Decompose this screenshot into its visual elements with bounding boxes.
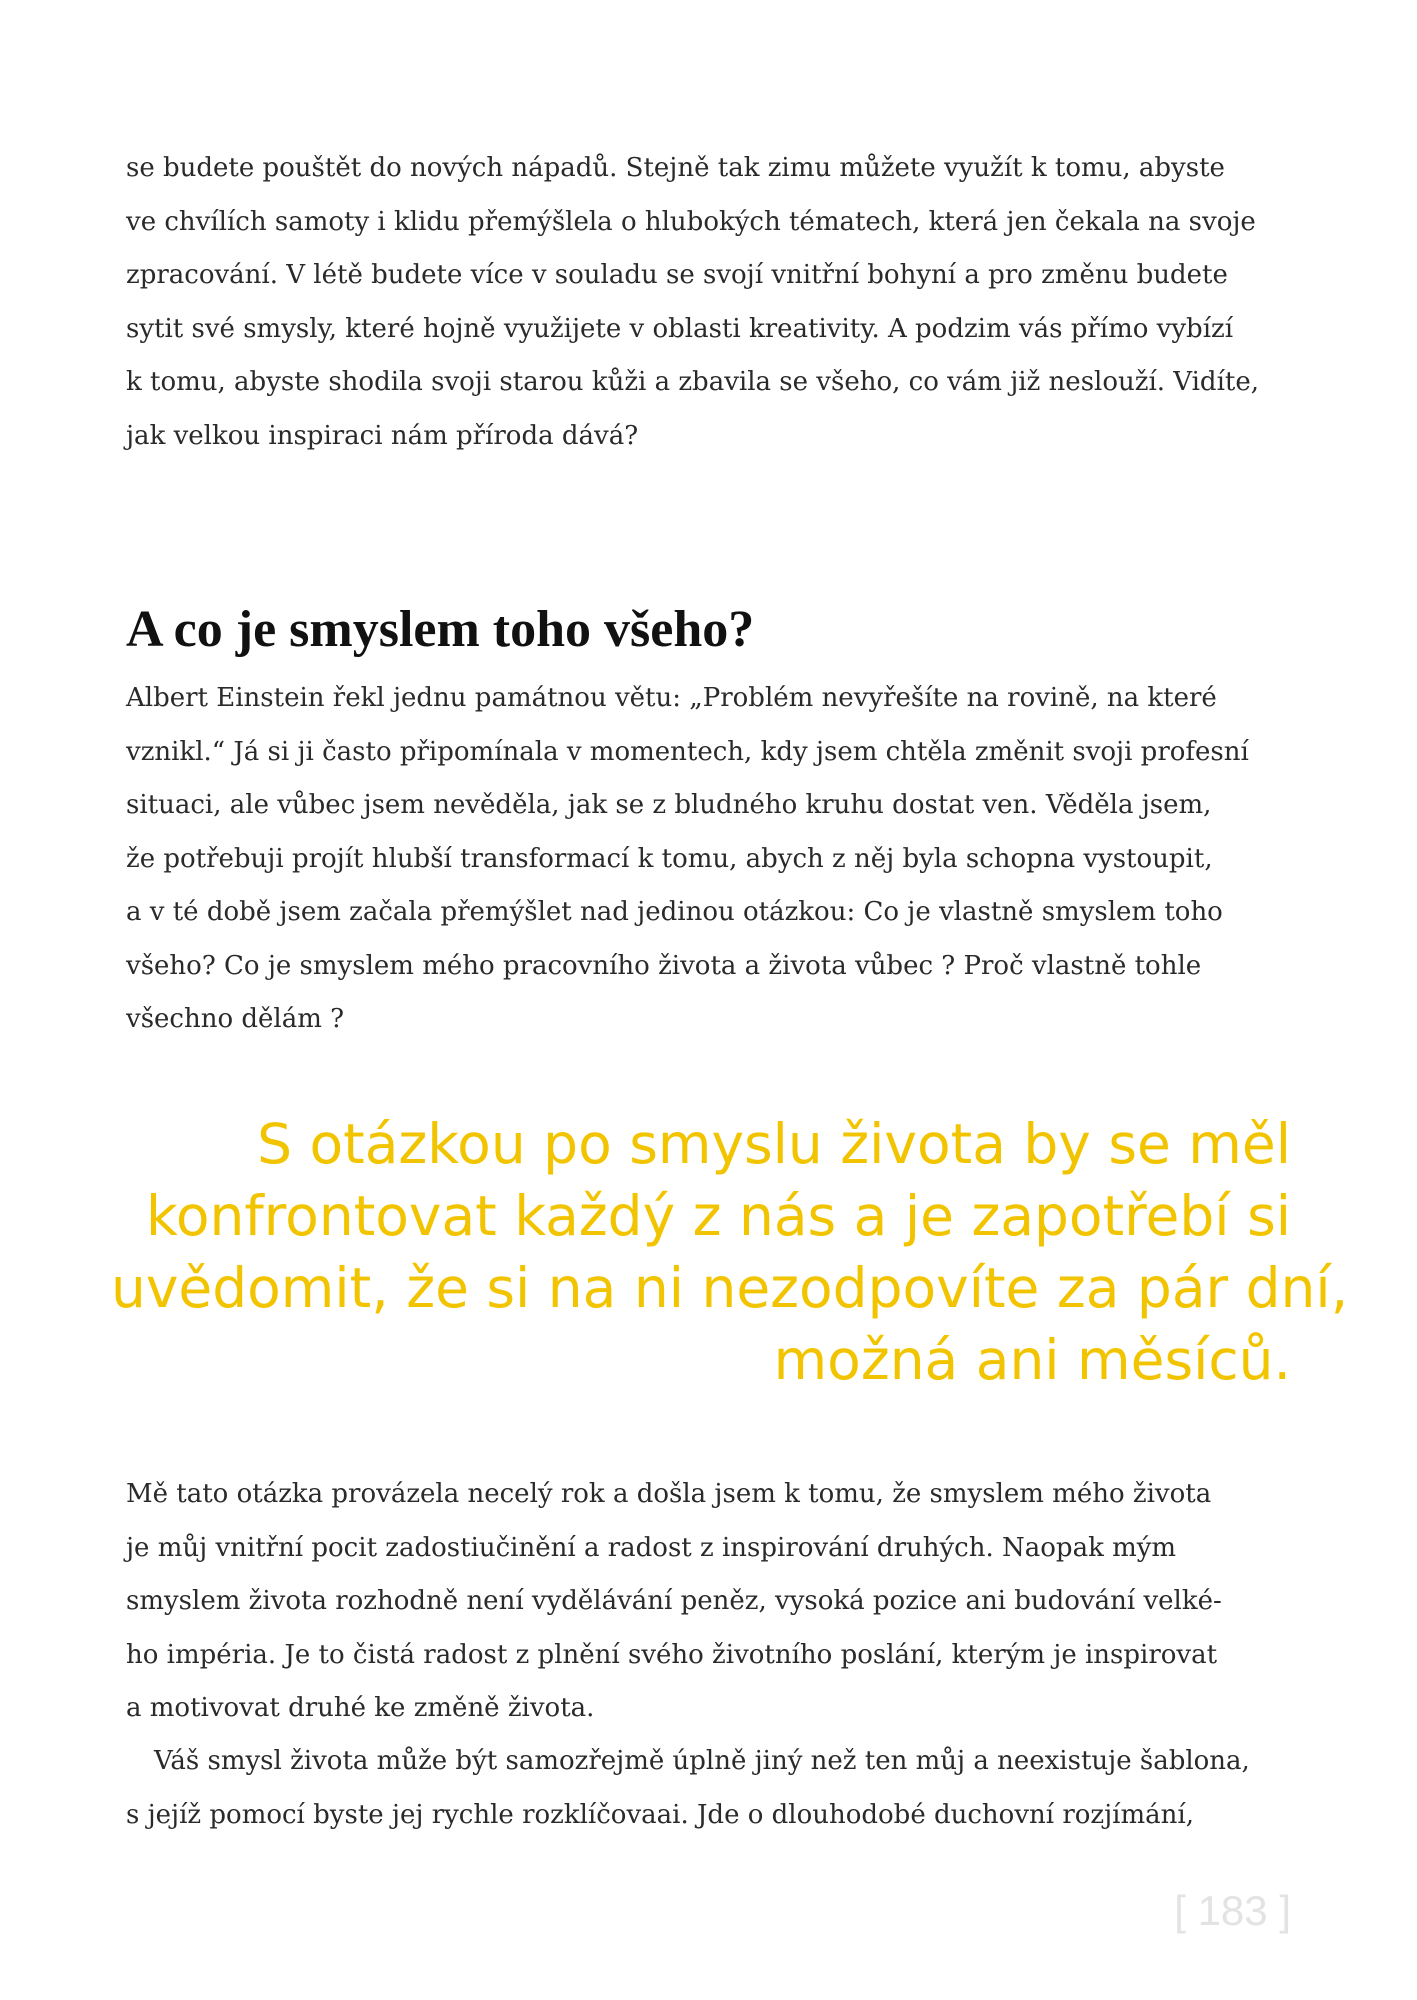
pull-quote-line: konfrontovat každý z nás a je zapotřebí si bbox=[146, 1184, 1291, 1248]
text-line: k tomu, abyste shodila svoji starou kůži a zbavila se všeho, co vám již neslouží. Vidíte, bbox=[126, 367, 1259, 397]
text-line: vznikl.“ Já si ji často připomínala v momentech, kdy jsem chtěla změnit svoji profesní bbox=[126, 736, 1249, 767]
text-line: ve chvílích samoty i klidu přemýšlela o hlubokých tématech, která jen čekala na svoje bbox=[126, 206, 1256, 237]
text-line: Mě tato otázka provázela necelý rok a došla jsem k tomu, že smyslem mého života bbox=[126, 1479, 1212, 1509]
closing-paragraph-2 bbox=[126, 1735, 1290, 1842]
text-line: se budete pouštět do nových nápadů. Stejně tak zimu můžete využít k tomu, abyste bbox=[126, 153, 1225, 183]
text-line: s jejíž pomocí byste jej rychle rozklíčovaai. Jde o dlouhodobé duchovní rozjímání, bbox=[126, 1799, 1194, 1830]
pull-quote bbox=[111, 1108, 1349, 1396]
text-line: sytit své smysly, které hojně využijete v oblasti kreativity. A podzim vás přímo vybízí bbox=[126, 313, 1234, 344]
text-line: situaci, ale vůbec jsem nevěděla, jak se z bludného kruhu dostat ven. Věděla jsem, bbox=[126, 790, 1212, 820]
section-heading: A co je smyslem toho všeho? bbox=[126, 601, 755, 658]
text-line: Albert Einstein řekl jednu památnou větu: „Problém nevyřešíte na rovině, na které bbox=[126, 683, 1217, 713]
text-line: smyslem života rozhodně není vydělávání peněz, vysoká pozice ani budování velké- bbox=[126, 1586, 1222, 1616]
text-line: ho impéria. Je to čistá radost z plnění svého životního poslání, kterým je inspirovat bbox=[126, 1639, 1218, 1670]
section-paragraph bbox=[126, 672, 1290, 1047]
text-line: jak velkou inspiraci nám příroda dává? bbox=[126, 420, 639, 451]
pull-quote-line: S otázkou po smyslu života by se měl bbox=[257, 1112, 1291, 1176]
text-line: Váš smysl života může být samozřejmě úplně jiný než ten můj a neexistuje šablona, bbox=[154, 1746, 1250, 1776]
intro-paragraph bbox=[126, 142, 1290, 463]
pull-quote-line: uvědomit, že si na ni nezodpovíte za pár dní, bbox=[111, 1256, 1349, 1320]
text-line: všechno dělám ? bbox=[126, 1004, 345, 1034]
text-line: je můj vnitřní pocit zadostiučinění a radost z inspirování druhých. Naopak mým bbox=[126, 1532, 1177, 1563]
text-line: všeho? Co je smyslem mého pracovního života a života vůbec ? Proč vlastně tohle bbox=[126, 950, 1202, 981]
pull-quote-line: možná ani měsíců. bbox=[773, 1328, 1291, 1392]
page-number: [ 183 ] bbox=[1174, 1887, 1291, 1934]
closing-paragraph-1 bbox=[126, 1468, 1290, 1736]
text-line: že potřebuji projít hlubší transformací k tomu, abych z něj byla schopna vystoupit, bbox=[126, 843, 1213, 874]
text-line: a v té době jsem začala přemýšlet nad jedinou otázkou: Co je vlastně smyslem toho bbox=[126, 897, 1223, 927]
text-line: zpracování. V létě budete více v souladu se svojí vnitřní bohyní a pro změnu budete bbox=[126, 260, 1228, 290]
text-line: a motivovat druhé ke změně života. bbox=[126, 1693, 595, 1723]
